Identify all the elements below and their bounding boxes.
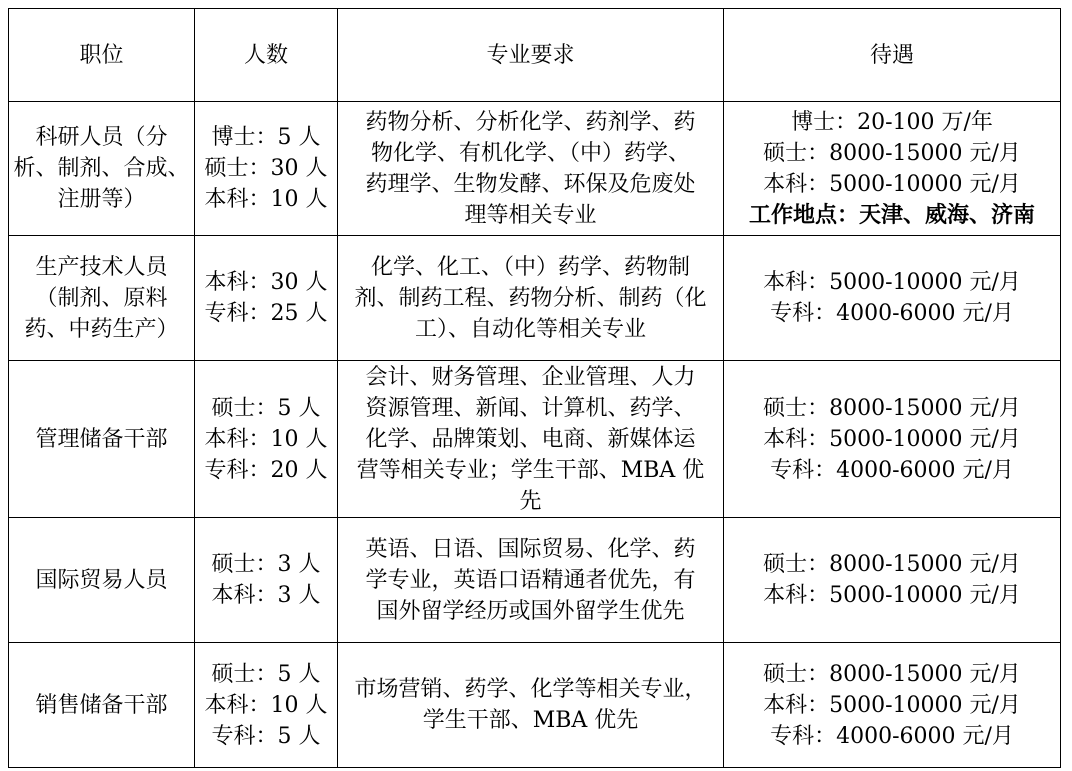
- salary-line: 专科：4000-6000 元/月: [770, 301, 1014, 326]
- requirement-line: 会计、财务管理、企业管理、人力: [365, 364, 696, 390]
- position-cell: [9, 361, 195, 518]
- requirement-cell: [338, 518, 724, 643]
- header-count: 人数: [195, 9, 338, 102]
- position-line: 药、中药生产）: [24, 316, 179, 342]
- count-line: 硕士：5 人: [211, 661, 321, 687]
- salary-cell: [724, 102, 1061, 236]
- position-cell: [9, 518, 195, 643]
- requirement-line: 药理学、生物发酵、环保及危废处: [365, 171, 696, 197]
- header-position: 职位: [9, 9, 195, 102]
- requirement-line: 营等相关专业；学生干部、MBA 优: [356, 457, 705, 483]
- salary-cell: [724, 643, 1061, 768]
- position-line: 管理储备干部: [35, 426, 168, 452]
- count-line: 专科：25 人: [204, 301, 328, 326]
- salary-line: 本科：5000-10000 元/月: [763, 583, 1021, 608]
- requirement-line: 市场营销、药学、化学等相关专业，: [354, 677, 707, 702]
- count-line: 专科：5 人: [211, 723, 321, 749]
- count-cell: [195, 361, 338, 518]
- requirement-line: 国外留学经历或国外留学生优先: [376, 598, 685, 624]
- position-line: 国际贸易人员: [35, 567, 168, 593]
- salary-line: 本科：5000-10000 元/月: [763, 171, 1021, 197]
- work-location: 工作地点：天津、威海、济南: [748, 202, 1035, 228]
- salary-line: 硕士：8000-15000 元/月: [763, 661, 1021, 687]
- header-row: [9, 9, 1061, 102]
- position-line: 注册等）: [57, 187, 146, 212]
- count-cell: [195, 236, 338, 361]
- requirement-cell: [338, 102, 724, 236]
- table-row: [9, 236, 1061, 361]
- requirement-line: 英语、日语、国际贸易、化学、药: [365, 536, 696, 562]
- position-line: 科研人员（分: [35, 125, 168, 150]
- recruitment-table: [8, 8, 1061, 768]
- count-line: 本科：3 人: [211, 583, 321, 608]
- count-cell: [195, 102, 338, 236]
- salary-cell: [724, 236, 1061, 361]
- salary-line: 本科：5000-10000 元/月: [763, 426, 1021, 452]
- requirement-cell: [338, 361, 724, 518]
- requirement-line: 药物分析、分析化学、药剂学、药: [365, 109, 696, 135]
- count-cell: [195, 643, 338, 768]
- salary-line: 硕士：8000-15000 元/月: [763, 395, 1021, 421]
- salary-line: 硕士：8000-15000 元/月: [763, 552, 1021, 577]
- salary-line: 本科：5000-10000 元/月: [763, 270, 1021, 295]
- requirement-cell: [338, 236, 724, 361]
- requirement-line: 物化学、有机化学、（中）药学、: [370, 140, 690, 166]
- requirement-line: 化学、化工、（中）药学、药物制: [370, 254, 690, 280]
- count-line: 硕士：30 人: [204, 156, 328, 181]
- requirement-line: 工）、自动化等相关专业: [414, 316, 646, 342]
- count-line: 本科：10 人: [204, 692, 328, 718]
- requirement-line: 学生干部、MBA 优先: [422, 708, 639, 733]
- position-line: （制剂、原料: [35, 285, 168, 311]
- position-line: 生产技术人员: [35, 254, 168, 280]
- header-requirement: 专业要求: [338, 9, 724, 102]
- count-cell: [195, 518, 338, 643]
- requirement-line: 化学、品牌策划、电商、新媒体运: [365, 426, 696, 452]
- table-row: [9, 518, 1061, 643]
- count-line: 专科：20 人: [204, 457, 328, 483]
- position-cell: [9, 236, 195, 361]
- table-row: [9, 102, 1061, 236]
- header-salary: 待遇: [724, 9, 1061, 102]
- salary-cell: [724, 361, 1061, 518]
- salary-line: 本科：5000-10000 元/月: [763, 692, 1021, 718]
- requirement-line: 先: [519, 488, 542, 514]
- requirement-line: 资源管理、新闻、计算机、药学、: [365, 395, 696, 421]
- position-line: 销售储备干部: [35, 692, 168, 718]
- requirement-line: 学专业，英语口语精通者优先，有: [365, 567, 696, 593]
- count-line: 硕士：3 人: [211, 552, 321, 577]
- table-row: [9, 643, 1061, 768]
- salary-line: 专科：4000-6000 元/月: [770, 723, 1014, 749]
- count-line: 本科：10 人: [204, 187, 328, 212]
- salary-line: 博士：20-100 万/年: [791, 109, 993, 135]
- salary-line: 硕士：8000-15000 元/月: [763, 140, 1021, 166]
- count-line: 博士：5 人: [211, 125, 321, 150]
- requirement-line: 理等相关专业: [464, 202, 597, 228]
- position-cell: [9, 643, 195, 768]
- count-line: 本科：30 人: [204, 270, 328, 295]
- salary-cell: [724, 518, 1061, 643]
- count-line: 硕士：5 人: [211, 395, 321, 421]
- position-line: 析、制剂、合成、: [13, 156, 190, 181]
- salary-line: 专科：4000-6000 元/月: [770, 457, 1014, 483]
- table-row: [9, 361, 1061, 518]
- requirement-cell: [338, 643, 724, 768]
- position-cell: [9, 102, 195, 236]
- count-line: 本科：10 人: [204, 426, 328, 452]
- requirement-line: 剂、制药工程、药物分析、制药（化: [354, 285, 707, 311]
